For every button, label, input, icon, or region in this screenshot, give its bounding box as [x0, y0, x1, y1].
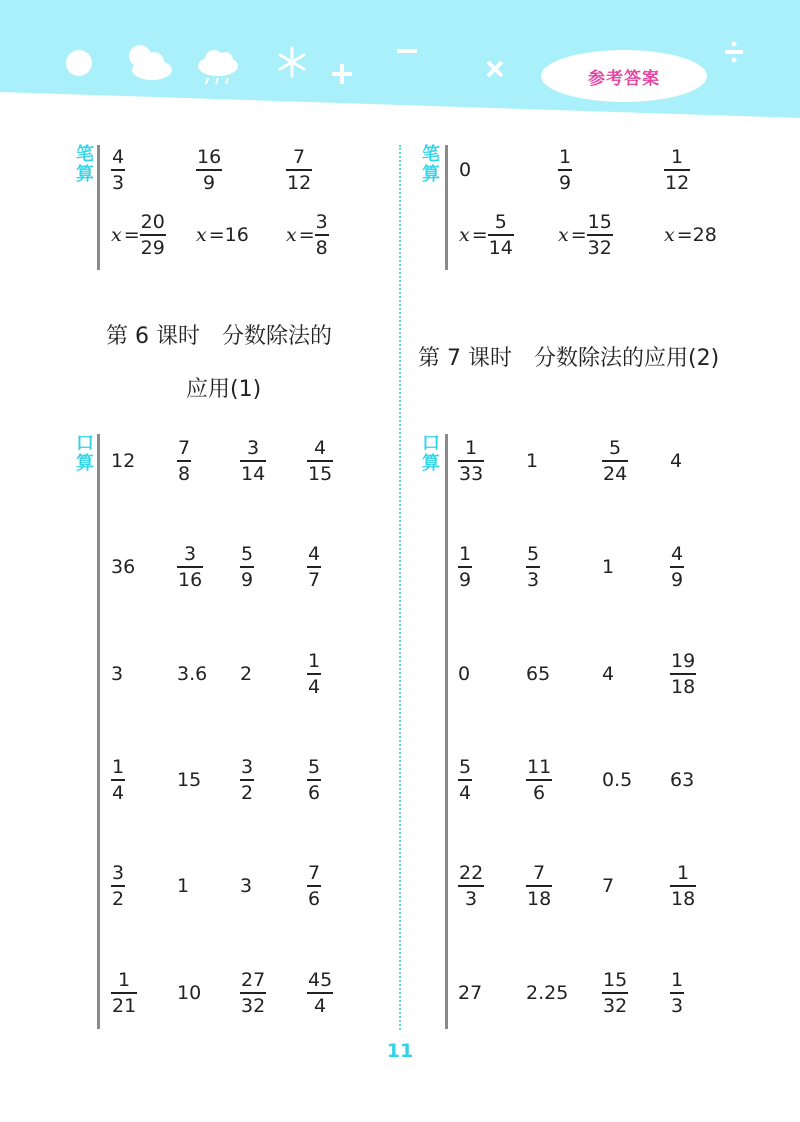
answer-cell — [240, 968, 266, 1018]
answer-cell — [526, 542, 540, 592]
answer-cell — [458, 861, 484, 911]
times-sign-icon — [486, 60, 504, 78]
denominator: 8 — [315, 236, 328, 259]
answer-cell — [526, 664, 550, 684]
page-number: 11 — [386, 1040, 414, 1062]
answer-cell — [458, 436, 484, 486]
answer-cell — [111, 968, 137, 1018]
denominator: 7 — [308, 568, 321, 591]
answer-value: 3 — [240, 875, 253, 897]
fraction — [177, 436, 191, 486]
answer-cell — [558, 145, 572, 195]
block-bar — [445, 145, 448, 270]
answer-cell — [240, 755, 254, 805]
equals-sign: = — [123, 223, 140, 246]
lesson-6-title-line2: 应用(1) — [186, 377, 262, 402]
answer-value: 2 — [240, 663, 253, 685]
divide-sign-icon — [724, 40, 744, 64]
answer-cell — [240, 664, 252, 684]
denominator: 2 — [112, 887, 125, 910]
denominator: 18 — [671, 675, 696, 698]
numerator: 5 — [459, 756, 472, 778]
numerator: 45 — [308, 969, 333, 991]
answer-cell — [459, 160, 471, 180]
fraction — [111, 145, 125, 195]
denominator: 33 — [459, 462, 484, 485]
numerator: 1 — [671, 969, 684, 991]
numerator: 3 — [184, 543, 197, 565]
variable-x: x — [558, 223, 569, 246]
fraction — [240, 542, 254, 592]
written-calc-label: 笔 算 — [76, 144, 94, 185]
numerator: 1 — [559, 146, 572, 168]
fraction — [307, 649, 321, 699]
numerator: 11 — [527, 756, 552, 778]
answer-cell — [670, 451, 682, 471]
answer-cell — [458, 542, 472, 592]
fraction — [286, 145, 312, 195]
lesson-7-title: 第 7 课时 分数除法的应用(2) — [418, 346, 720, 371]
numerator: 3 — [112, 862, 125, 884]
answer-value: 12 — [111, 450, 136, 472]
fraction — [111, 755, 125, 805]
numerator: 3 — [247, 437, 260, 459]
denominator: 15 — [308, 462, 333, 485]
fraction — [602, 968, 628, 1018]
fraction — [111, 861, 125, 911]
answer-cell — [670, 542, 684, 592]
answer-cell — [240, 876, 252, 896]
answer-cell — [458, 755, 472, 805]
numerator: 5 — [494, 211, 507, 233]
numerator: 5 — [308, 756, 321, 778]
equals-sign: = — [298, 223, 315, 246]
answer-cell — [177, 770, 201, 790]
equals-sign: = — [208, 224, 225, 246]
numerator: 4 — [671, 543, 684, 565]
answer-cell — [558, 210, 613, 260]
answer-value: 36 — [111, 556, 136, 578]
denominator: 12 — [665, 171, 690, 194]
answer-cell — [196, 225, 249, 245]
answer-value: 27 — [458, 982, 483, 1004]
denominator: 9 — [203, 171, 216, 194]
answer-cell — [307, 755, 321, 805]
numerator: 4 — [308, 543, 321, 565]
answer-value: 0 — [459, 159, 472, 181]
answer-cell — [458, 664, 470, 684]
plus-sign-icon — [330, 62, 354, 86]
fraction — [111, 968, 137, 1018]
answer-value: 3 — [111, 663, 124, 685]
numerator: 16 — [197, 146, 222, 168]
answer-cell — [111, 861, 125, 911]
fraction — [307, 861, 321, 911]
denominator: 14 — [488, 236, 513, 259]
numerator: 5 — [241, 543, 254, 565]
answer-value: 7 — [602, 875, 615, 897]
denominator: 3 — [671, 994, 684, 1017]
fraction — [307, 542, 321, 592]
numerator: 1 — [677, 862, 690, 884]
fraction — [240, 755, 254, 805]
answer-value: 0 — [458, 663, 471, 685]
answer-cell — [177, 542, 203, 592]
fraction — [670, 542, 684, 592]
answer-cell — [670, 861, 696, 911]
denominator: 24 — [603, 462, 628, 485]
variable-x: x — [664, 224, 675, 246]
answer-cell — [111, 451, 135, 471]
lesson-6-title-line1: 第 6 课时 分数除法的 — [106, 324, 332, 349]
answer-value: 4 — [670, 450, 683, 472]
numerator: 5 — [609, 437, 622, 459]
answer-cell — [602, 876, 614, 896]
answer-cell — [602, 968, 628, 1018]
partly-cloudy-icon — [124, 42, 174, 82]
answer-value: 10 — [177, 982, 202, 1004]
oral-calc-label: 口 算 — [422, 433, 440, 474]
fraction — [307, 436, 333, 486]
answer-cell — [670, 968, 684, 1018]
answer-key-label: 参考答案 — [588, 68, 660, 89]
numerator: 1 — [118, 969, 131, 991]
denominator: 21 — [112, 994, 137, 1017]
numerator: 7 — [293, 146, 306, 168]
numerator: 1 — [465, 437, 478, 459]
numerator: 1 — [459, 543, 472, 565]
numerator: 7 — [308, 862, 321, 884]
answer-cell — [177, 983, 201, 1003]
answer-cell — [526, 755, 552, 805]
numerator: 5 — [527, 543, 540, 565]
answer-value: 2.25 — [526, 982, 569, 1004]
answer-cell — [196, 145, 222, 195]
numerator: 4 — [112, 146, 125, 168]
denominator: 8 — [178, 462, 191, 485]
denominator: 9 — [559, 171, 572, 194]
denominator: 6 — [308, 781, 321, 804]
answer-cell — [307, 968, 333, 1018]
answer-cell — [111, 145, 125, 195]
fraction — [177, 542, 203, 592]
answer-cell — [111, 557, 135, 577]
snowflake-icon — [276, 46, 308, 78]
answer-key-badge — [541, 50, 707, 102]
numerator: 3 — [315, 211, 328, 233]
denominator: 32 — [603, 994, 628, 1017]
answer-cell — [307, 436, 333, 486]
fraction — [240, 968, 266, 1018]
denominator: 12 — [287, 171, 312, 194]
fraction — [526, 542, 540, 592]
denominator: 16 — [178, 568, 203, 591]
denominator: 29 — [140, 236, 165, 259]
answer-value: 0.5 — [602, 769, 633, 791]
answer-cell — [670, 770, 694, 790]
numerator: 7 — [533, 862, 546, 884]
answer-value: 4 — [602, 663, 615, 685]
denominator: 32 — [587, 236, 612, 259]
fraction — [664, 145, 690, 195]
denominator: 4 — [314, 994, 327, 1017]
answer-cell — [602, 664, 614, 684]
denominator: 9 — [241, 568, 254, 591]
equals-sign: = — [570, 223, 587, 246]
answer-value: 3.6 — [177, 663, 208, 685]
rain-cloud-icon — [196, 46, 242, 86]
fraction — [670, 968, 684, 1018]
denominator: 3 — [527, 568, 540, 591]
answer-cell — [307, 542, 321, 592]
answer-cell — [240, 542, 254, 592]
answer-cell — [526, 983, 568, 1003]
numerator: 7 — [178, 437, 191, 459]
variable-x: x — [196, 224, 207, 246]
answer-cell — [664, 225, 717, 245]
fraction — [458, 542, 472, 592]
fraction — [140, 210, 166, 260]
right-oral-block — [422, 434, 742, 1029]
fraction — [558, 145, 572, 195]
fraction — [488, 210, 514, 260]
written-calc-label: 笔 算 — [422, 144, 440, 185]
minus-sign-icon — [396, 46, 418, 56]
equals-sign: = — [676, 224, 693, 246]
fraction — [670, 649, 696, 699]
answer-cell — [286, 145, 312, 195]
denominator: 9 — [671, 568, 684, 591]
answer-cell — [177, 436, 191, 486]
denominator: 9 — [459, 568, 472, 591]
variable-x: x — [286, 223, 297, 246]
answer-value: 1 — [177, 875, 190, 897]
numerator: 1 — [308, 650, 321, 672]
fraction — [315, 210, 329, 260]
fraction — [307, 755, 321, 805]
numerator: 20 — [140, 211, 165, 233]
left-oral-block — [76, 434, 376, 1029]
fraction — [602, 436, 628, 486]
answer-cell — [602, 436, 628, 486]
fraction — [670, 861, 696, 911]
oral-calc-label: 口 算 — [76, 433, 94, 474]
answer-cell — [526, 451, 538, 471]
answer-cell — [664, 145, 690, 195]
variable-x: x — [459, 223, 470, 246]
answer-value: 1 — [526, 450, 539, 472]
answer-cell — [286, 210, 329, 260]
fraction — [526, 861, 552, 911]
numerator: 19 — [671, 650, 696, 672]
numerator: 15 — [587, 211, 612, 233]
denominator: 3 — [112, 171, 125, 194]
answer-cell — [670, 649, 696, 699]
block-bar — [97, 145, 100, 270]
denominator: 6 — [533, 781, 546, 804]
answer-cell — [111, 210, 166, 260]
denominator: 18 — [671, 887, 696, 910]
answer-value: 63 — [670, 769, 695, 791]
numerator: 1 — [671, 146, 684, 168]
block-bar — [445, 434, 448, 1029]
equals-sign: = — [471, 223, 488, 246]
numerator: 3 — [241, 756, 254, 778]
fraction — [307, 968, 333, 1018]
denominator: 32 — [241, 994, 266, 1017]
answer-value: 65 — [526, 663, 551, 685]
denominator: 2 — [241, 781, 254, 804]
answer-cell — [177, 876, 189, 896]
denominator: 6 — [308, 887, 321, 910]
block-bar — [97, 434, 100, 1029]
answer-value: 1 — [602, 556, 615, 578]
fraction — [526, 755, 552, 805]
fraction — [458, 436, 484, 486]
answer-cell — [602, 770, 632, 790]
answer-value: 16 — [224, 224, 249, 246]
numerator: 22 — [459, 862, 484, 884]
denominator: 3 — [465, 887, 478, 910]
denominator: 4 — [112, 781, 125, 804]
variable-x: x — [111, 223, 122, 246]
sun-icon — [64, 48, 94, 78]
answer-cell — [177, 664, 207, 684]
fraction — [240, 436, 266, 486]
fraction — [458, 861, 484, 911]
answer-cell — [111, 664, 123, 684]
answer-cell — [111, 755, 125, 805]
numerator: 1 — [112, 756, 125, 778]
answer-cell — [307, 649, 321, 699]
answer-cell — [240, 436, 266, 486]
denominator: 4 — [459, 781, 472, 804]
numerator: 4 — [314, 437, 327, 459]
denominator: 14 — [241, 462, 266, 485]
fraction — [458, 755, 472, 805]
fraction — [196, 145, 222, 195]
denominator: 18 — [527, 887, 552, 910]
fraction — [587, 210, 613, 260]
numerator: 27 — [241, 969, 266, 991]
answer-cell — [459, 210, 514, 260]
column-divider — [399, 145, 401, 1030]
answer-value: 15 — [177, 769, 202, 791]
answer-value: 28 — [692, 224, 717, 246]
answer-cell — [526, 861, 552, 911]
answer-cell — [307, 861, 321, 911]
answer-cell — [602, 557, 614, 577]
page-header — [0, 0, 800, 130]
answer-cell — [458, 983, 482, 1003]
numerator: 15 — [603, 969, 628, 991]
denominator: 4 — [308, 675, 321, 698]
